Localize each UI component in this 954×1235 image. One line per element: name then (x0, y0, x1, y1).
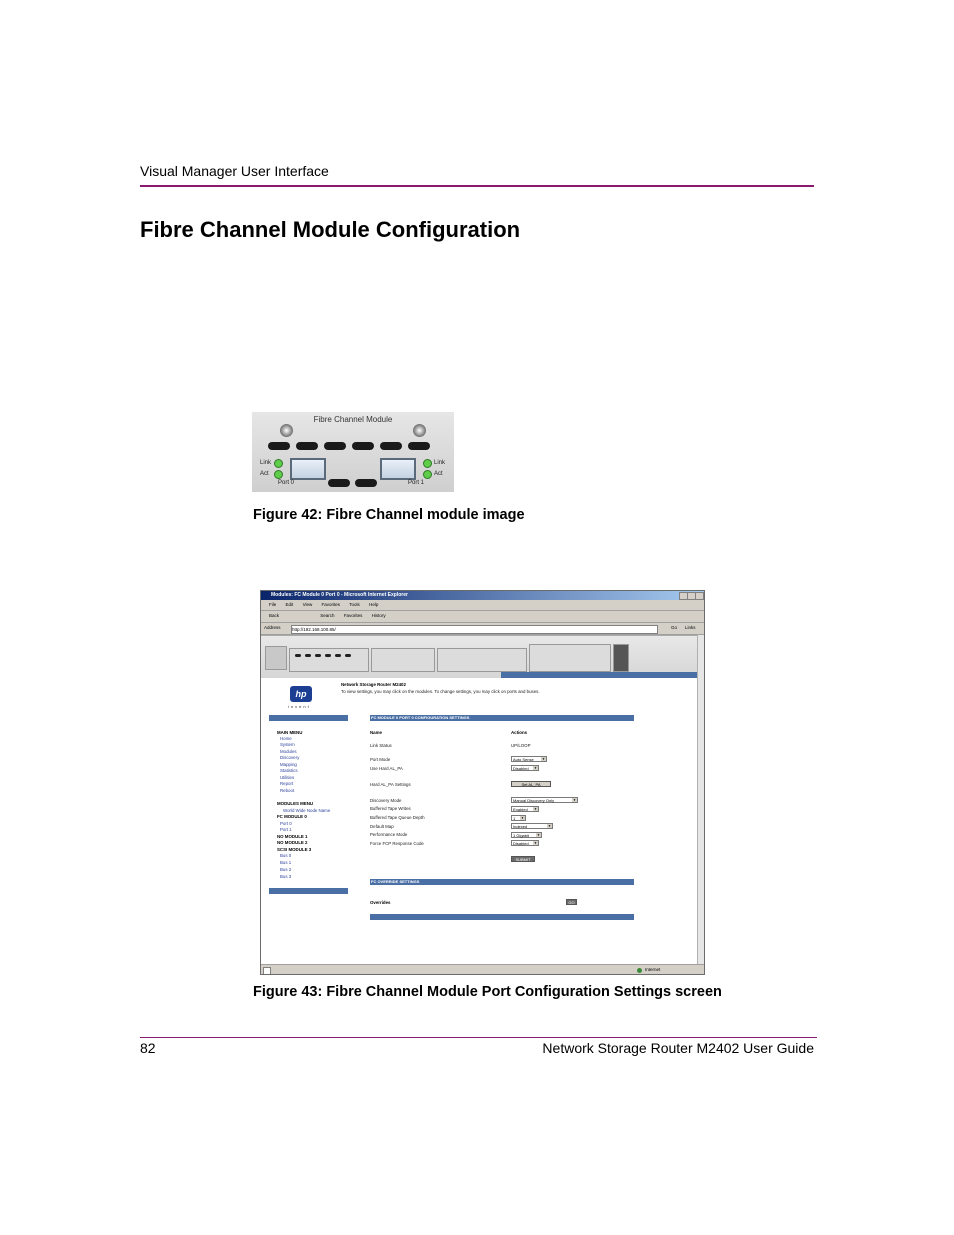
nav-no-module-1[interactable]: NO MODULE 1 (277, 834, 308, 839)
page-icon (263, 967, 271, 975)
nav-top-bar (269, 715, 348, 721)
default-map-label: Default Map (370, 824, 394, 829)
queue-depth-label: Buffered Tape Queue Depth (370, 815, 425, 820)
nav-report[interactable]: Report (280, 781, 294, 786)
nav-scsi-module-3[interactable]: SCSI MODULE 3 (277, 847, 312, 852)
col-actions-header: Actions (511, 730, 528, 735)
nav-discovery[interactable]: Discovery (280, 755, 300, 760)
left-screw-icon (280, 424, 293, 437)
strip-blue-bar (501, 672, 701, 678)
config-header: FC MODULE 0 PORT 0 CONFIGURATION SETTINGS (370, 715, 634, 721)
section-title: Fibre Channel Module Configuration (140, 217, 521, 242)
menu-edit[interactable]: Edit (285, 602, 294, 607)
address-label: Address (264, 625, 281, 630)
links-button[interactable]: Links (685, 625, 696, 630)
menu-tools[interactable]: Tools (349, 602, 360, 607)
nav-bottom-bar (269, 888, 348, 894)
link-led-icon (423, 459, 432, 468)
toolbar (261, 611, 704, 623)
vent-slot (305, 654, 311, 657)
vent-slot (315, 654, 321, 657)
use-hard-alpa-label: Use Hard AL_PA (370, 766, 403, 771)
nav-home[interactable]: Home (280, 736, 292, 741)
nav-reboot[interactable]: Reboot (280, 788, 295, 793)
link-status-value: UP/LOOP (511, 743, 531, 748)
nav-fc-module-0[interactable]: FC MODULE 0 (277, 814, 307, 819)
scsi-module-3[interactable] (529, 644, 611, 672)
favorites-button[interactable]: Favorites (343, 613, 363, 618)
menu-file[interactable]: File (269, 602, 277, 607)
port-1-label: Port 1 (408, 480, 425, 486)
overrides-go-button[interactable]: GO (566, 899, 577, 905)
power-module[interactable] (265, 646, 287, 670)
overrides-label: Overrides (370, 900, 391, 905)
window-titlebar (261, 591, 704, 600)
nav-bus-1[interactable]: Bus 1 (280, 860, 292, 865)
page-number: 82 (140, 1040, 156, 1056)
set-alpa-button[interactable]: Set AL_PA (511, 781, 551, 787)
discovery-mode-label: Discovery Mode (370, 798, 402, 803)
search-button[interactable]: Search (320, 613, 335, 618)
act-label-left: Act (260, 471, 269, 477)
address-input[interactable]: http://192.168.100.85/ (291, 625, 658, 634)
go-button[interactable]: Go (671, 625, 678, 630)
vent-slot (355, 479, 377, 487)
main-menu-title: MAIN MENU (277, 730, 303, 735)
running-header: Visual Manager User Interface (140, 163, 329, 179)
close-icon[interactable] (695, 592, 704, 600)
window-title: Modules: FC Module 0 Port 0 - Microsoft Internet Explorer (271, 592, 408, 598)
vent-slot (408, 442, 430, 450)
nav-bus-0[interactable]: Bus 0 (280, 853, 292, 858)
address-bar (261, 623, 704, 635)
menu-view[interactable]: View (302, 602, 313, 607)
vent-slot (380, 442, 402, 450)
vent-slot (345, 654, 351, 657)
nav-utilities[interactable]: Utilities (280, 775, 295, 780)
vent-slot (328, 479, 350, 487)
vent-slot (335, 654, 341, 657)
empty-module-1[interactable] (371, 648, 435, 672)
nav-statistics[interactable]: Statistics (280, 768, 298, 773)
vent-slot (325, 654, 331, 657)
empty-module-2[interactable] (437, 648, 527, 672)
nav-world-wide-node-name[interactable]: World Wide Node Name (283, 808, 331, 813)
discovery-mode-select[interactable]: Manual Discovery Only ▼ (511, 797, 578, 803)
menu-help[interactable]: Help (369, 602, 379, 607)
right-screw-icon (413, 424, 426, 437)
nav-modules[interactable]: Modules (280, 749, 297, 754)
fcp-response-label: Force FCP Response Code (370, 841, 424, 846)
fcp-response-select[interactable]: Disabled ▼ (511, 840, 539, 846)
modules-menu-title: MODULES MENU (277, 801, 314, 806)
override-bottom-bar (370, 914, 634, 920)
col-name-header: Name (370, 730, 382, 735)
nav-system[interactable]: System (280, 742, 295, 747)
nav-port-1[interactable]: Port 1 (280, 827, 292, 832)
fc-module-0[interactable] (289, 648, 369, 672)
router-title: Network Storage Router M2402 (341, 682, 406, 687)
back-button[interactable]: Back (269, 613, 280, 618)
browser-window-screenshot (260, 590, 705, 975)
override-header: FC OVERRIDE SETTINGS (370, 879, 634, 885)
vent-slot (268, 442, 290, 450)
buffered-tape-select[interactable]: Enabled ▼ (511, 806, 539, 812)
port-1-connector (380, 458, 416, 480)
hard-alpa-settings-label: Hard AL_PA Settings (370, 782, 411, 787)
nav-bus-3[interactable]: Bus 3 (280, 874, 292, 879)
footer-rule (140, 1037, 817, 1038)
link-label-left: Link (260, 460, 272, 466)
footer-title: Network Storage Router M2402 User Guide (542, 1040, 814, 1056)
queue-depth-select[interactable]: 1 ▼ (511, 815, 526, 821)
act-led-icon (423, 470, 432, 479)
status-bar (261, 964, 704, 975)
link-led-icon (274, 459, 283, 468)
act-led-icon (274, 470, 283, 479)
nav-bus-2[interactable]: Bus 2 (280, 867, 292, 872)
vent-slot (352, 442, 374, 450)
hp-tagline: invent (288, 704, 311, 709)
nav-no-module-2[interactable]: NO MODULE 2 (277, 840, 308, 845)
nav-mapping[interactable]: Mapping (280, 762, 297, 767)
port-0-label: Port 0 (278, 480, 295, 486)
buffered-tape-label: Buffered Tape Writes (370, 806, 411, 811)
status-internet: Internet (645, 967, 661, 972)
header-rule (140, 185, 814, 187)
hp-logo: hp (290, 686, 312, 702)
performance-mode-label: Performance Mode (370, 832, 408, 837)
menu-bar (261, 600, 704, 611)
vent-slot (324, 442, 346, 450)
module-title: Fibre Channel Module (313, 415, 393, 424)
vent-slot (296, 442, 318, 450)
menu-favorites[interactable]: Favorites (321, 602, 341, 607)
figure-42-caption: Figure 42: Fibre Channel module image (253, 507, 525, 523)
link-label-right: Link (434, 460, 446, 466)
management-module[interactable] (613, 644, 629, 672)
use-hard-alpa-select[interactable]: Disabled ▼ (511, 765, 539, 771)
port-mode-select[interactable]: Auto Sense ▼ (511, 756, 547, 762)
vent-slot (295, 654, 301, 657)
submit-button[interactable]: SUBMIT (511, 856, 535, 862)
instruction-text: To view settings, you may click on the modules. To change settings, you may click on ports and buses. (341, 689, 540, 694)
performance-mode-select[interactable]: 1 Gigabit ▼ (511, 832, 542, 838)
internet-zone-icon (637, 968, 642, 973)
history-button[interactable]: History (371, 613, 386, 618)
link-status-label: Link Status (370, 743, 392, 748)
nav-port-0[interactable]: Port 0 (280, 821, 292, 826)
figure-43-caption: Figure 43: Fibre Channel Module Port Configuration Settings screen (253, 984, 722, 1000)
router-device-strip (261, 635, 704, 678)
vertical-scrollbar[interactable] (697, 635, 705, 964)
port-0-connector (290, 458, 326, 480)
act-label-right: Act (434, 471, 443, 477)
default-map-select[interactable]: Indexed ▼ (511, 823, 553, 829)
fibre-channel-module-image (252, 412, 454, 492)
port-mode-label: Port Mode (370, 757, 391, 762)
